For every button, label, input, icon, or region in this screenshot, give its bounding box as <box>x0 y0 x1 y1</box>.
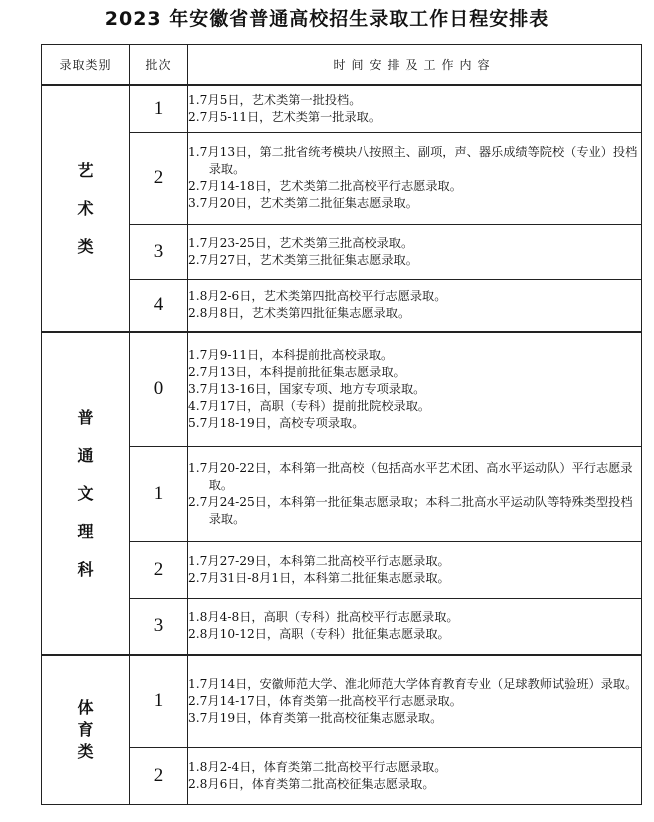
table-row <box>42 655 642 747</box>
category-cell-sports <box>42 655 130 804</box>
category-label: 普通文理科 <box>77 407 94 579</box>
schedule-entry: 1.7月9-11日，本科提前批高校录取。 <box>188 347 394 362</box>
table-row <box>42 132 642 224</box>
content-cell <box>188 224 642 279</box>
batch-cell: 1 <box>130 446 188 541</box>
batch-cell: 3 <box>130 598 188 655</box>
content-cell <box>188 279 642 332</box>
batch-cell: 2 <box>130 132 188 224</box>
category-label: 体育类 <box>77 697 94 761</box>
table-row <box>42 332 642 446</box>
table-row <box>42 85 642 132</box>
batch-cell: 0 <box>130 332 188 446</box>
schedule-entry: 1.7月5日，艺术类第一批投档。 <box>188 92 362 107</box>
content-cell <box>188 747 642 804</box>
content-cell <box>188 85 642 132</box>
schedule-entry: 2.7月31日-8月1日，本科第二批征集志愿录取。 <box>188 570 450 585</box>
header-batch: 批次 <box>130 45 188 86</box>
table-row <box>42 446 642 541</box>
schedule-entry: 1.8月2-6日，艺术类第四批高校平行志愿录取。 <box>188 289 447 304</box>
schedule-entry: 2.8月6日，体育类第二批高校征集志愿录取。 <box>188 776 435 791</box>
table-row <box>42 279 642 332</box>
batch-cell: 2 <box>130 541 188 598</box>
schedule-entry: 1.7月23-25日，艺术类第三批高校录取。 <box>188 235 414 250</box>
batch-cell: 3 <box>130 224 188 279</box>
table-row <box>42 224 642 279</box>
batch-cell: 2 <box>130 747 188 804</box>
batch-cell: 1 <box>130 655 188 747</box>
schedule-entry: 3.7月13-16日，国家专项、地方专项录取。 <box>188 381 426 396</box>
category-cell-art <box>42 85 130 332</box>
batch-cell: 4 <box>130 279 188 332</box>
content-cell <box>188 132 642 224</box>
batch-cell: 1 <box>130 85 188 132</box>
content-cell <box>188 598 642 655</box>
schedule-entry: 2.7月24-25日，本科第一批征集志愿录取；本科二批高水平运动队等特殊类型投档录取。 <box>188 494 633 526</box>
schedule-entry: 2.7月5-11日，艺术类第一批录取。 <box>188 109 382 124</box>
schedule-entry: 1.7月13日，第二批省统考模块八按照主、副项，声、器乐成绩等院校（专业）投档录取。 <box>188 145 638 176</box>
table-row <box>42 541 642 598</box>
schedule-entry: 2.7月13日，本科提前批征集志愿录取。 <box>188 364 406 379</box>
schedule-entry: 3.7月20日，艺术类第二批征集志愿录取。 <box>188 196 418 210</box>
schedule-entry: 1.7月14日，安徽师范大学、淮北师范大学体育教育专业（足球教师试验班）录取。 <box>188 676 638 691</box>
schedule-entry: 2.8月10-12日，高职（专科）批征集志愿录取。 <box>188 627 450 642</box>
schedule-entry: 1.7月27-29日，本科第二批高校平行志愿录取。 <box>188 553 450 568</box>
category-label: 艺术类 <box>77 160 94 256</box>
schedule-entry: 2.7月14-17日，体育类第一批高校平行志愿录取。 <box>188 693 462 708</box>
content-cell <box>188 655 642 747</box>
schedule-entry: 2.7月14-18日，艺术类第二批高校平行志愿录取。 <box>188 179 462 193</box>
schedule-entry: 4.7月17日，高职（专科）提前批院校录取。 <box>188 398 431 413</box>
schedule-entry: 2.8月8日，艺术类第四批征集志愿录取。 <box>188 306 411 321</box>
table-header-row <box>42 45 642 86</box>
content-cell <box>188 446 642 541</box>
header-content: 时间安排及工作内容 <box>188 45 642 86</box>
schedule-table <box>41 44 642 805</box>
schedule-entry: 5.7月18-19日，高校专项录取。 <box>188 415 365 430</box>
schedule-entry: 2.7月27日，艺术类第三批征集志愿录取。 <box>188 252 418 267</box>
schedule-entry: 1.7月20-22日，本科第一批高校（包括高水平艺术团、高水平运动队）平行志愿录取。 <box>188 460 633 492</box>
table-row <box>42 598 642 655</box>
category-cell-general <box>42 332 130 655</box>
schedule-entry: 1.8月4-8日，高职（专科）批高校平行志愿录取。 <box>188 610 459 625</box>
content-cell <box>188 541 642 598</box>
table-row <box>42 747 642 804</box>
page-title: 2023 年安徽省普通高校招生录取工作日程安排表 <box>104 8 550 30</box>
schedule-entry: 1.8月2-4日，体育类第二批高校平行志愿录取。 <box>188 759 447 774</box>
content-cell <box>188 332 642 446</box>
header-category: 录取类别 <box>42 45 130 86</box>
schedule-entry: 3.7月19日，体育类第一批高校征集志愿录取。 <box>188 710 443 725</box>
